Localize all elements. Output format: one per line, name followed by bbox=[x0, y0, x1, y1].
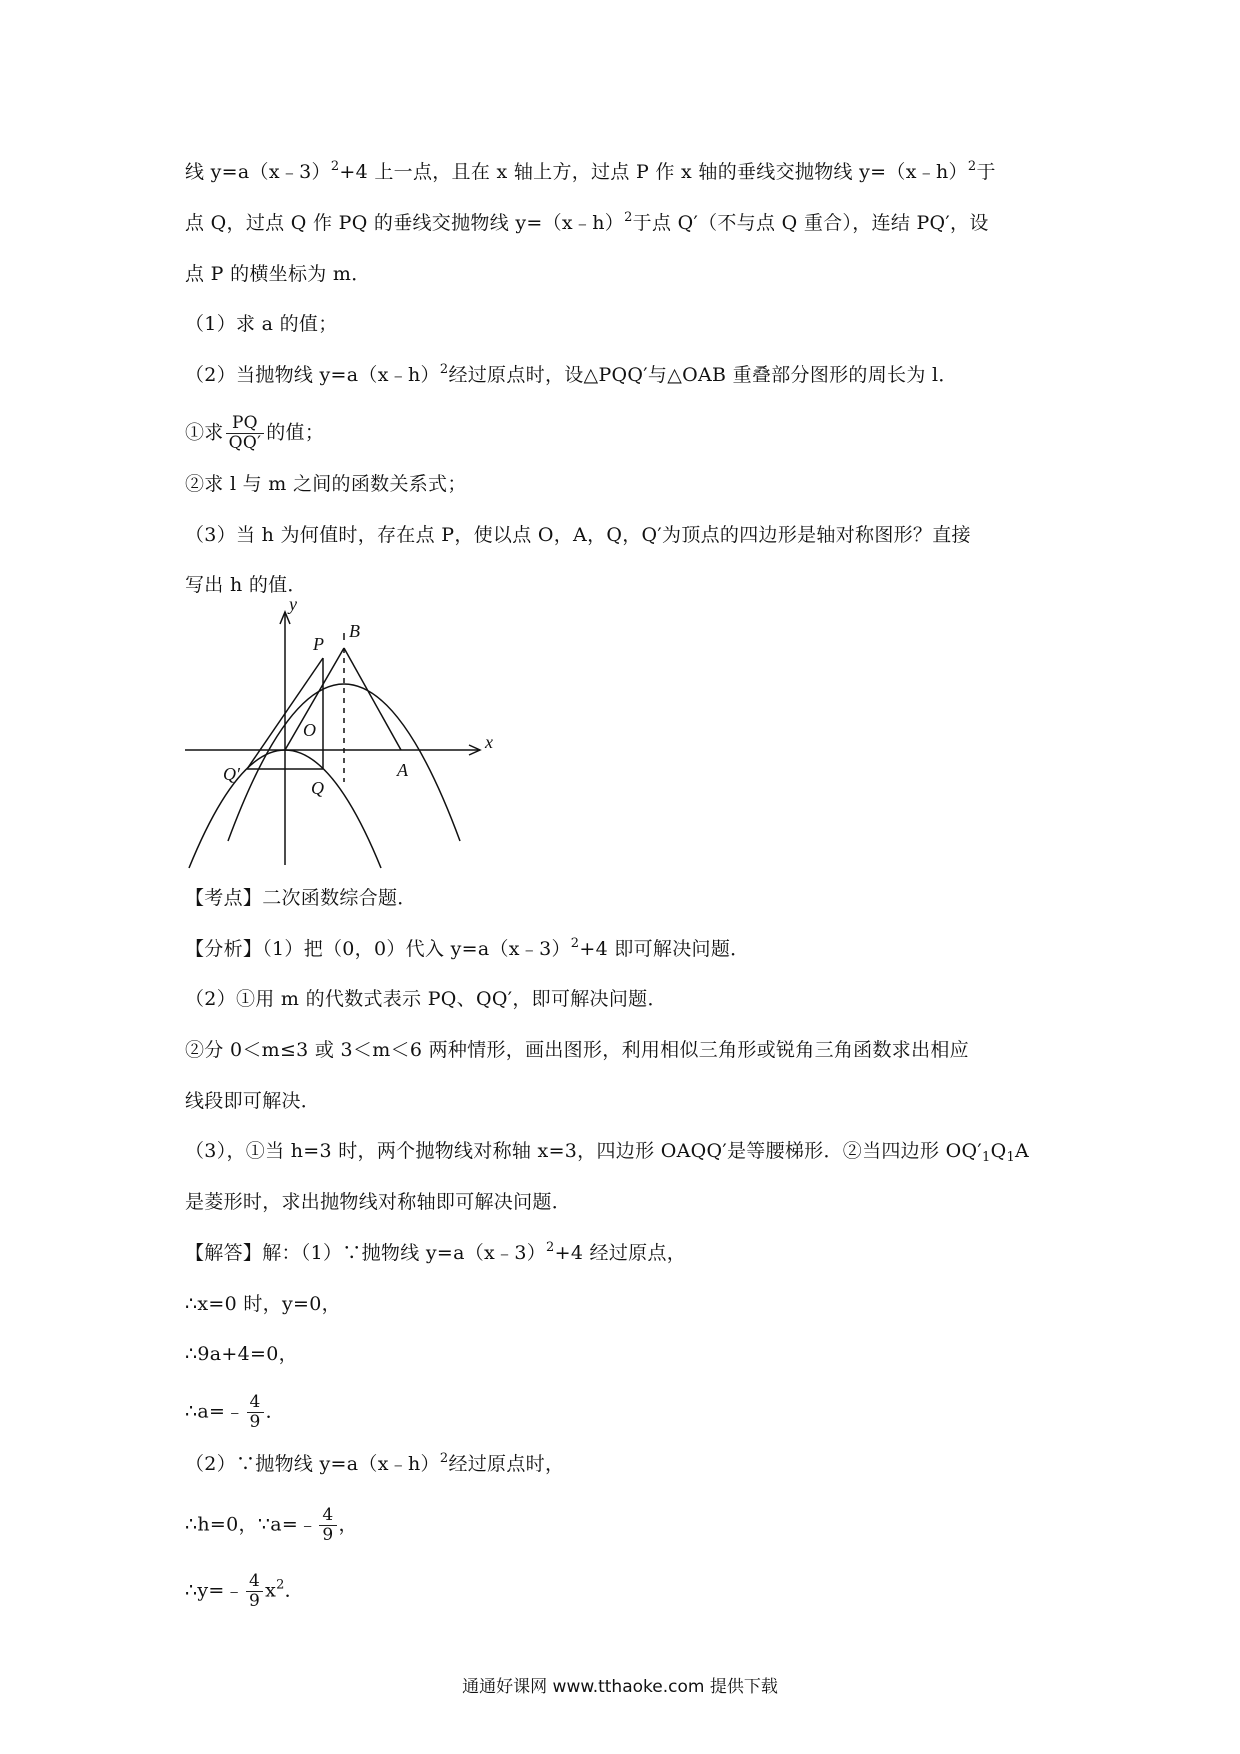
text: ， bbox=[338, 1513, 358, 1536]
segment-ab bbox=[344, 648, 401, 750]
denominator: 9 bbox=[248, 1591, 261, 1611]
denominator: 9 bbox=[249, 1412, 261, 1432]
label-a: A bbox=[397, 760, 408, 780]
denominator: QQ′ bbox=[228, 433, 262, 453]
problem-line-3: 点 P 的横坐标为 m． bbox=[185, 263, 371, 285]
parabola-figure bbox=[185, 600, 505, 870]
superscript: 2 bbox=[439, 1451, 449, 1466]
text: （3），①当 h=3 时，两个抛物线对称轴 x=3，四边形 OAQQ′是等腰梯形．②当四边形 OQ′ bbox=[185, 1140, 982, 1162]
subscript: 1 bbox=[1006, 1150, 1016, 1165]
label-x: x bbox=[485, 732, 493, 752]
text: 经过原点时， bbox=[448, 1453, 565, 1475]
text: 【分析】（1）把（0，0）代入 y=a（x﹣3） bbox=[185, 938, 571, 960]
denominator: 9 bbox=[322, 1525, 334, 1545]
text: 经过原点时，设△PQQ′与△OAB 重叠部分图形的周长为 l． bbox=[448, 364, 958, 386]
superscript: 2 bbox=[330, 159, 340, 174]
question-3: （3）当 h 为何值时，存在点 P，使以点 O，A，Q，Q′为顶点的四边形是轴对称图形？直接 bbox=[185, 524, 971, 546]
fenxi-line-4: 线段即可解决． bbox=[185, 1090, 321, 1112]
fraction bbox=[226, 414, 265, 453]
superscript: 2 bbox=[570, 936, 580, 951]
text: ． bbox=[284, 1579, 304, 1602]
superscript: 2 bbox=[276, 1577, 285, 1593]
text: 的值； bbox=[266, 421, 325, 444]
fenxi-line-1 bbox=[185, 937, 749, 961]
fraction bbox=[247, 1393, 264, 1432]
text: ∴y=﹣ bbox=[185, 1579, 244, 1602]
numerator: PQ bbox=[226, 414, 265, 434]
label-q-prime: Q′ bbox=[223, 764, 240, 784]
text: 线 y=a（x﹣3） bbox=[185, 161, 331, 183]
text: x bbox=[265, 1579, 277, 1602]
fenxi-line-2: （2）①用 m 的代数式表示 PQ、QQ′，即可解决问题． bbox=[185, 988, 667, 1010]
text: ∴a=﹣ bbox=[185, 1400, 245, 1423]
fenxi-line-3: ②分 0＜m≤3 或 3＜m＜6 两种情形，画出图形，利用相似三角形或锐角三角函数求出相应 bbox=[185, 1039, 969, 1061]
jieda-line-6 bbox=[185, 1506, 358, 1545]
label-p: P bbox=[313, 634, 324, 654]
text: +4 经过原点， bbox=[554, 1242, 687, 1264]
superscript: 2 bbox=[624, 210, 633, 225]
jieda-line-7 bbox=[185, 1572, 304, 1611]
kaodian: 【考点】二次函数综合题． bbox=[185, 887, 417, 909]
question-2 bbox=[185, 363, 958, 387]
problem-line-2 bbox=[185, 211, 989, 235]
superscript: 2 bbox=[439, 362, 449, 377]
superscript: 2 bbox=[546, 1240, 555, 1255]
numerator: 4 bbox=[246, 1572, 263, 1592]
jieda-line-4 bbox=[185, 1393, 285, 1432]
question-3-cont: 写出 h 的值． bbox=[185, 574, 307, 596]
fraction bbox=[246, 1572, 263, 1611]
superscript: 2 bbox=[967, 159, 977, 174]
numerator: 4 bbox=[247, 1393, 264, 1413]
jieda-line-5 bbox=[185, 1452, 564, 1476]
text: ∴h=0，∵a=﹣ bbox=[185, 1513, 318, 1536]
question-2-part-1 bbox=[185, 414, 324, 453]
question-2-part-2: ②求 l 与 m 之间的函数关系式； bbox=[185, 473, 467, 495]
text: ． bbox=[265, 1400, 285, 1423]
text: +4 上一点，且在 x 轴上方，过点 P 作 x 轴的垂线交抛物线 y=（x﹣h） bbox=[339, 161, 968, 183]
jieda-line-3: ∴9a+4=0， bbox=[185, 1343, 298, 1365]
jieda-line-1 bbox=[185, 1241, 686, 1265]
fraction bbox=[319, 1506, 336, 1545]
text: Q bbox=[990, 1140, 1007, 1162]
fenxi-line-5 bbox=[185, 1139, 1029, 1163]
label-y: y bbox=[289, 600, 297, 614]
subscript: 1 bbox=[982, 1150, 991, 1165]
text: ①求 bbox=[185, 421, 224, 444]
text: 于 bbox=[976, 161, 996, 183]
page-footer: 通通好课网 www.tthaoke.com 提供下载 bbox=[462, 1677, 778, 1697]
text: A bbox=[1015, 1140, 1030, 1162]
label-q: Q bbox=[311, 778, 324, 798]
label-o: O bbox=[303, 720, 316, 740]
problem-line-1 bbox=[185, 160, 996, 184]
text: （2）∵抛物线 y=a（x﹣h） bbox=[185, 1453, 440, 1475]
text: +4 即可解决问题． bbox=[579, 938, 750, 960]
text: 点 Q，过点 Q 作 PQ 的垂线交抛物线 y=（x﹣h） bbox=[185, 212, 625, 234]
text: （2）当抛物线 y=a（x﹣h） bbox=[185, 364, 440, 386]
jieda-line-2: ∴x=0 时，y=0， bbox=[185, 1293, 341, 1315]
text: 于点 Q′（不与点 Q 重合），连结 PQ′，设 bbox=[632, 212, 989, 234]
question-1: （1）求 a 的值； bbox=[185, 313, 338, 335]
fenxi-line-6: 是菱形时，求出抛物线对称轴即可解决问题． bbox=[185, 1191, 572, 1213]
label-b: B bbox=[349, 621, 360, 641]
text: 【解答】解：（1）∵抛物线 y=a（x﹣3） bbox=[185, 1242, 547, 1264]
numerator: 4 bbox=[319, 1506, 336, 1526]
